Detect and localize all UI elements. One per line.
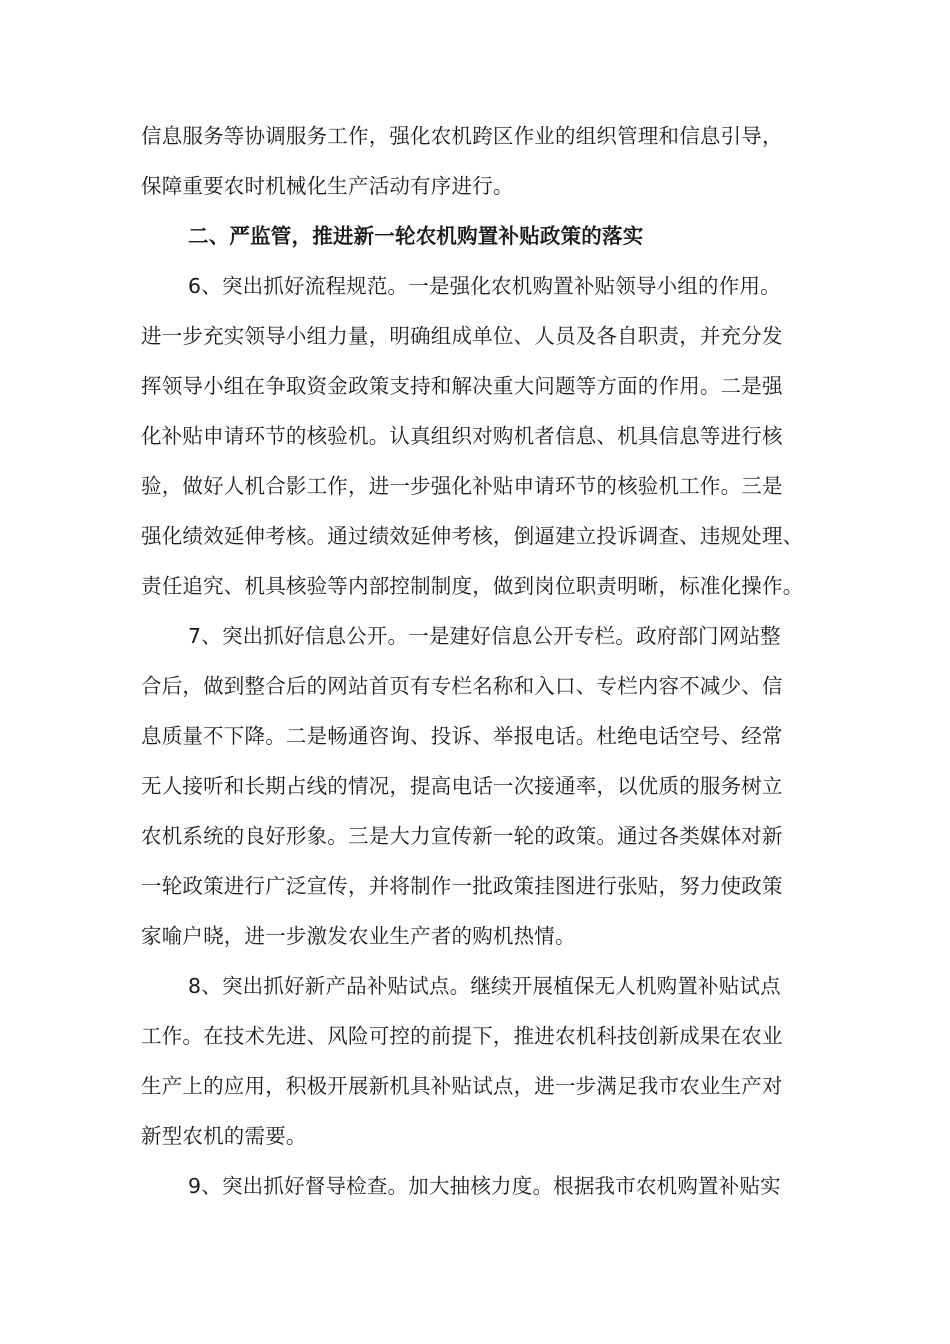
body-text-line: 工作。在技术先进、风险可控的前提下，推进农机科技创新成果在农业: [141, 1024, 783, 1048]
body-text-line: 无人接听和长期占线的情况，提高电话一次接通率，以优质的服务树立: [141, 774, 783, 798]
body-text-line: 生产上的应用，积极开展新机具补贴试点，进一步满足我市农业生产对: [141, 1074, 783, 1098]
paragraph-start-line: 9、突出抓好督导检查。加大抽核力度。根据我市农机购置补贴实: [188, 1174, 781, 1198]
paragraph-start-line: 8、突出抓好新产品补贴试点。继续开展植保无人机购置补贴试点: [188, 974, 781, 998]
paragraph-start-line: 6、突出抓好流程规范。一是强化农机购置补贴领导小组的作用。: [188, 274, 781, 298]
body-text-line: 保障重要农时机械化生产活动有序进行。: [141, 174, 514, 198]
body-text-line: 责任追究、机具核验等内部控制制度，做到岗位职责明晰，标准化操作。: [141, 574, 804, 598]
body-text-line: 化补贴申请环节的核验机。认真组织对购机者信息、机具信息等进行核: [141, 424, 783, 448]
body-text-line: 强化绩效延伸考核。通过绩效延伸考核，倒逼建立投诉调查、违规处理、: [141, 524, 804, 548]
body-text-line: 新型农机的需要。: [141, 1124, 307, 1148]
body-text-line: 验，做好人机合影工作，进一步强化补贴申请环节的核验机工作。三是: [141, 474, 783, 498]
body-text-line: 息质量不下降。二是畅通咨询、投诉、举报电话。杜绝电话空号、经常: [141, 724, 783, 748]
body-text-line: 合后，做到整合后的网站首页有专栏名称和入口、专栏内容不减少、信: [141, 674, 783, 698]
body-text-line: 信息服务等协调服务工作，强化农机跨区作业的组织管理和信息引导，: [141, 124, 783, 148]
body-text-line: 进一步充实领导小组力量，明确组成单位、人员及各自职责，并充分发: [141, 324, 783, 348]
body-text-line: 一轮政策进行广泛宣传，并将制作一批政策挂图进行张贴，努力使政策: [141, 874, 783, 898]
body-text-line: 挥领导小组在争取资金政策支持和解决重大问题等方面的作用。二是强: [141, 374, 783, 398]
paragraph-start-line: 7、突出抓好信息公开。一是建好信息公开专栏。政府部门网站整: [188, 624, 781, 648]
body-text-line: 农机系统的良好形象。三是大力宣传新一轮的政策。通过各类媒体对新: [141, 824, 783, 848]
body-text-line: 家喻户晓，进一步激发农业生产者的购机热情。: [141, 924, 576, 948]
section-heading: 二、严监管，推进新一轮农机购置补贴政策的落实: [188, 224, 644, 248]
